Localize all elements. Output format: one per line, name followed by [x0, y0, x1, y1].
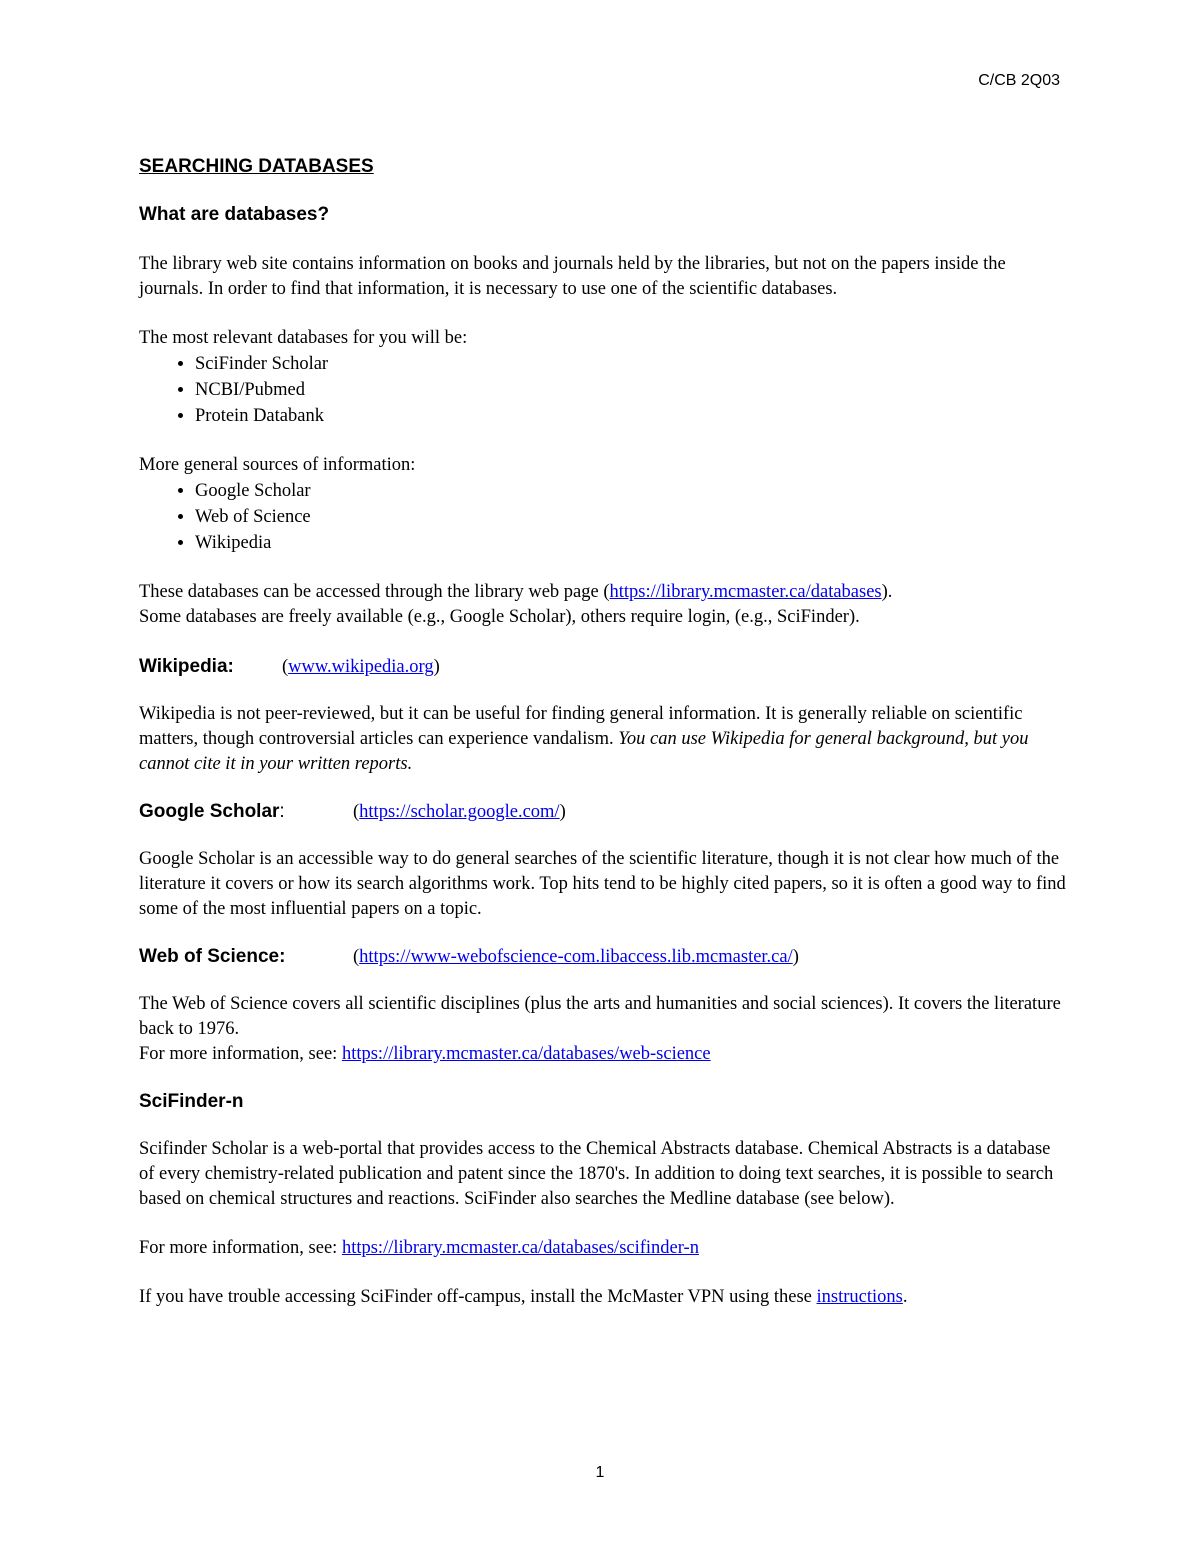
paren: ( [353, 802, 360, 822]
access-text-end: ). [881, 582, 893, 602]
relevant-list [139, 351, 1069, 429]
google-scholar-header [139, 799, 1069, 825]
wikipedia-heading: Wikipedia: [139, 656, 234, 677]
wikipedia-header [139, 654, 1069, 680]
wikipedia-italic-note: You can use Wikipedia for general background, but you cannot cite it in your written reports. [139, 729, 1029, 774]
web-of-science-info-link[interactable]: https://library.mcmaster.ca/databases/web-science [341, 1044, 711, 1064]
google-scholar-link[interactable]: https://scholar.google.com/ [359, 802, 560, 822]
google-scholar-heading-wrap [139, 799, 353, 825]
list-item: • Wikipedia [195, 530, 1069, 556]
more-info-label: For more information, see: [139, 1044, 342, 1064]
vpn-text: If you have trouble accessing SciFinder off-campus, install the McMaster VPN using these [139, 1287, 817, 1307]
access-text: These databases can be accessed through the library web page ( [139, 582, 610, 602]
scifinder-heading: SciFinder-n [139, 1091, 244, 1112]
paren: ( [282, 657, 289, 677]
scifinder-info-link[interactable]: https://library.mcmaster.ca/databases/scifinder-n [341, 1238, 699, 1258]
wikipedia-link[interactable]: www.wikipedia.org [288, 657, 434, 677]
general-intro: More general sources of information: [139, 455, 416, 475]
vpn-paragraph [139, 1285, 1069, 1310]
vpn-instructions-link[interactable]: instructions [816, 1287, 903, 1307]
document-title: SEARCHING DATABASES [139, 156, 374, 177]
page-number: 1 [595, 1464, 605, 1481]
web-of-science-text: The Web of Science covers all scientific disciplines (plus the arts and humanities and social sciences). It covers the literature back to 1976. [139, 994, 1061, 1039]
more-info-label: For more information, see: [139, 1238, 342, 1258]
vpn-text-end: . [902, 1287, 908, 1307]
google-scholar-url [353, 802, 566, 823]
document-body [139, 154, 1069, 1310]
intro-paragraph: The library web site contains information on books and journals held by the libraries, but not on the papers inside the journals. In order to find that information, it is necessary to use one of the scientific databases. [139, 254, 1006, 299]
scifinder-paragraph: Scifinder Scholar is a web-portal that provides access to the Chemical Abstracts database. Chemical Abstracts is a database of every chemistry-related publication and patent since the 1870's. In addition to doing text searches, it is possible to search based on chemical structures and reactions. SciFinder also searches the Medline database (see below). [139, 1139, 1054, 1209]
list-item: • Google Scholar [195, 478, 1069, 504]
web-of-science-header [139, 944, 1069, 970]
wikipedia-paragraph [139, 702, 1069, 777]
web-of-science-url [353, 947, 799, 968]
paren: ( [353, 947, 360, 967]
paren: ) [433, 657, 440, 677]
databases-link[interactable]: https://library.mcmaster.ca/databases [609, 582, 882, 602]
scifinder-more-info [139, 1236, 1069, 1261]
access-paragraph [139, 580, 1069, 630]
paren: ) [559, 802, 566, 822]
web-of-science-link[interactable]: https://www-webofscience-com.libaccess.lib.mcmaster.ca/ [359, 947, 793, 967]
intro-heading: What are databases? [139, 204, 330, 225]
paren: ) [792, 947, 799, 967]
google-scholar-heading: Google Scholar [139, 801, 280, 822]
list-item: • Protein Databank [195, 403, 1069, 429]
web-of-science-paragraph [139, 992, 1069, 1067]
relevant-intro: The most relevant databases for you will be: [139, 328, 468, 348]
wikipedia-url [282, 657, 440, 678]
list-item: • Web of Science [195, 504, 1069, 530]
general-list [139, 478, 1069, 556]
list-item: • NCBI/Pubmed [195, 377, 1069, 403]
list-item: • SciFinder Scholar [195, 351, 1069, 377]
web-of-science-heading: Web of Science: [139, 946, 286, 967]
access-line-2: Some databases are freely available (e.g., Google Scholar), others require login, (e.g., SciFinder). [139, 607, 860, 627]
colon: : [279, 801, 285, 822]
wikipedia-text: Wikipedia is not peer-reviewed, but it can be useful for finding general information. It is generally reliable on scientific matters, though controversial articles can experience vandalism. [139, 704, 1023, 749]
google-scholar-paragraph: Google Scholar is an accessible way to do general searches of the scientific literature, though it is not clear how much of the literature it covers or how its search algorithms work. Top hits tend to be highly cited papers, so it is often a good way to find some of the most influential papers on a topic. [139, 849, 1066, 919]
course-code: C/CB 2Q03 [978, 72, 1060, 89]
